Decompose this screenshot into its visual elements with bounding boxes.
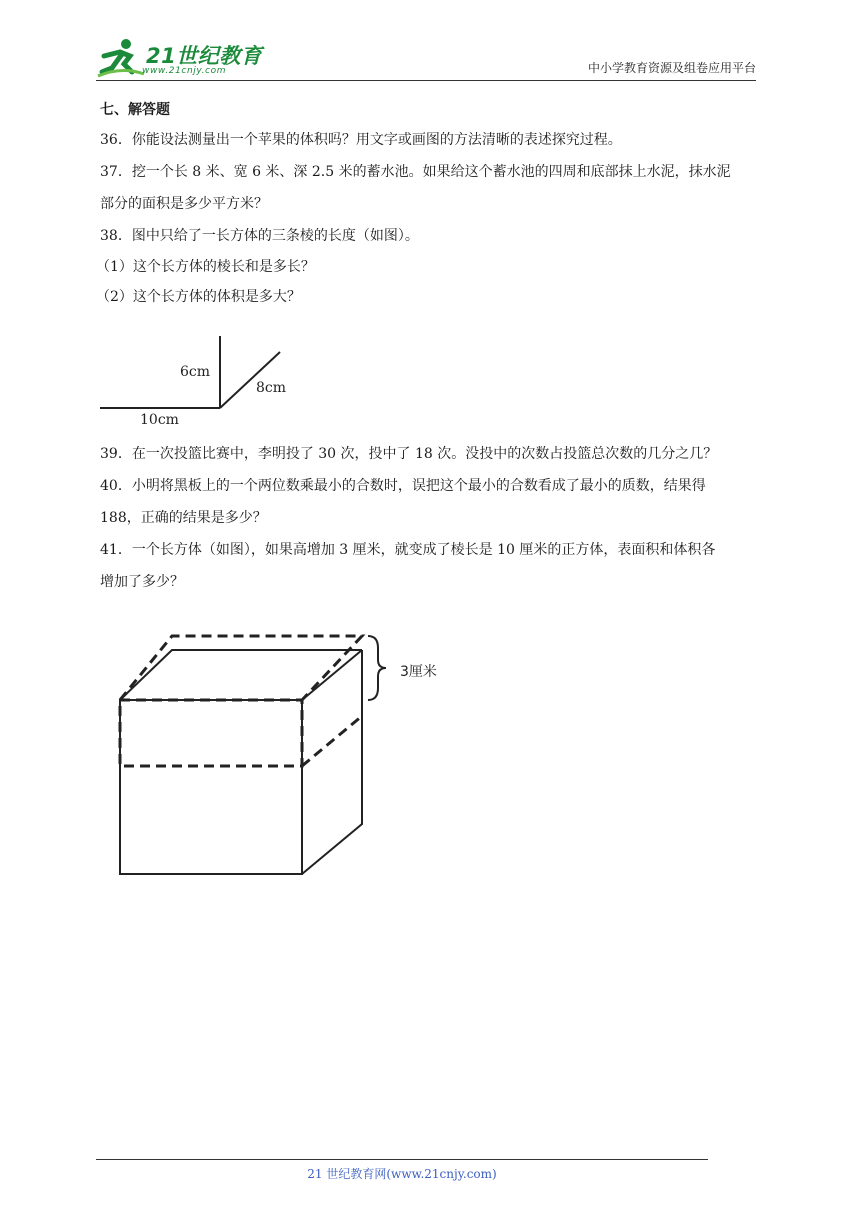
- added-top-dashed: [120, 636, 362, 700]
- question-40-line1: 40．小明将黑板上的一个两位数乘最小的合数时，误把这个最小的合数看成了最小的质数，结果得: [100, 478, 706, 494]
- platform-tagline: 中小学教育资源及组卷应用平台: [587, 61, 756, 75]
- depth-label: 8cm: [256, 380, 287, 396]
- length-label: 10cm: [140, 412, 179, 428]
- runner-logo-icon: [96, 36, 146, 78]
- question-38: 38．图中只给了一长方体的三条棱的长度（如图）。: [100, 228, 419, 244]
- questions-top: [96, 96, 765, 312]
- question-39: 39．在一次投篮比赛中，李明投了 30 次，投中了 18 次。没投中的次数占投篮总次数的几分之几？: [100, 446, 718, 462]
- question-38-sub1: （1）这个长方体的棱长和是多长？: [96, 259, 315, 275]
- brace-icon: [368, 636, 386, 700]
- added-height-label: 3厘米: [400, 664, 437, 680]
- question-40-line2: 188，正确的结果是多少？: [100, 510, 267, 526]
- site-logo: [96, 36, 276, 78]
- cuboid-edges-figure: [100, 332, 300, 428]
- question-36: 36．你能设法测量出一个苹果的体积吗？用文字或画图的方法清晰的表述探究过程。: [100, 132, 622, 148]
- added-side-dashed: [302, 716, 362, 766]
- question-38-sub2: （2）这个长方体的体积是多大？: [96, 289, 301, 305]
- questions-middle: [100, 438, 765, 598]
- page-footer: 21 世纪教育网(www.21cnjy.com): [307, 1167, 497, 1181]
- cuboid-top-right-edge: [302, 650, 362, 700]
- question-37-line1: 37．挖一个长 8 米、宽 6 米、深 2.5 米的蓄水池。如果给这个蓄水池的四周和底部抹上水泥，抹水泥: [100, 164, 731, 180]
- cuboid-side-edges: [302, 650, 362, 874]
- question-41-line1: 41．一个长方体（如图），如果高增加 3 厘米，就变成了棱长是 10 厘米的正方体，表面积和体积各: [100, 542, 716, 558]
- question-37-line2: 部分的面积是多少平方米？: [100, 196, 268, 212]
- cuboid-front-face: [120, 700, 302, 874]
- height-label: 6cm: [180, 364, 211, 380]
- page-header: [96, 30, 756, 81]
- added-front-dashed: [120, 700, 302, 766]
- logo-text: 21世纪教育: [146, 44, 263, 68]
- cuboid-to-cube-figure: [110, 628, 470, 878]
- logo-url: www.21cnjy.com: [142, 66, 227, 76]
- footer-divider: [96, 1159, 708, 1160]
- section-title: 七、解答题: [100, 102, 170, 118]
- question-41-line2: 增加了多少？: [100, 574, 184, 590]
